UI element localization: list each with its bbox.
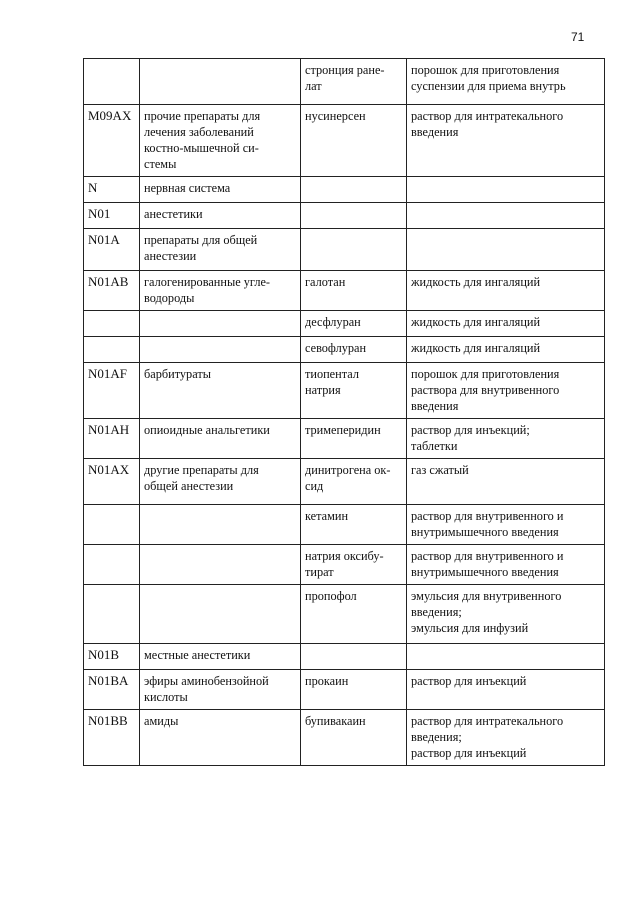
dosage-form-cell: газ сжатый	[407, 459, 605, 505]
pharmacological-group-cell: эфиры аминобензойной кислоты	[140, 670, 301, 710]
atc-code-cell: M09AX	[84, 105, 140, 177]
table-row	[84, 59, 605, 105]
atc-code-cell: N	[84, 177, 140, 203]
dosage-form-cell: порошок для приготовления раствора для внутривенного введения	[407, 363, 605, 419]
atc-code-cell	[84, 505, 140, 545]
atc-code-cell: N01A	[84, 229, 140, 271]
pharmacological-group-cell	[140, 311, 301, 337]
pharmacological-group-cell: прочие препараты для лечения заболеваний костно-мышечной си- стемы	[140, 105, 301, 177]
table-row	[84, 311, 605, 337]
drug-name-cell: натрия оксибу- тират	[301, 545, 407, 585]
atc-code-cell	[84, 59, 140, 105]
drug-name-cell	[301, 203, 407, 229]
table-row	[84, 203, 605, 229]
table-row	[84, 271, 605, 311]
dosage-form-cell: эмульсия для внутривенного введения; эмульсия для инфузий	[407, 585, 605, 644]
table-row	[84, 177, 605, 203]
table-row	[84, 585, 605, 644]
pharmacological-group-cell	[140, 545, 301, 585]
table-row	[84, 644, 605, 670]
dosage-form-cell: жидкость для ингаляций	[407, 271, 605, 311]
table-row	[84, 459, 605, 505]
dosage-form-cell: жидкость для ингаляций	[407, 337, 605, 363]
pharmacological-group-cell	[140, 59, 301, 105]
table-row	[84, 105, 605, 177]
table-row	[84, 337, 605, 363]
table-row	[84, 229, 605, 271]
drug-name-cell: стронция ране- лат	[301, 59, 407, 105]
drug-name-cell: десфлуран	[301, 311, 407, 337]
table-row	[84, 419, 605, 459]
atc-code-cell: N01AX	[84, 459, 140, 505]
dosage-form-cell	[407, 203, 605, 229]
atc-code-cell: N01AH	[84, 419, 140, 459]
atc-code-cell: N01	[84, 203, 140, 229]
pharmacological-group-cell: другие препараты для общей анестезии	[140, 459, 301, 505]
dosage-form-cell: порошок для приготовления суспензии для приема внутрь	[407, 59, 605, 105]
pharmacological-group-cell	[140, 337, 301, 363]
dosage-form-cell	[407, 229, 605, 271]
drug-name-cell: бупивакаин	[301, 710, 407, 766]
pharmacological-group-cell: амиды	[140, 710, 301, 766]
drug-name-cell: нусинерсен	[301, 105, 407, 177]
atc-code-cell: N01AB	[84, 271, 140, 311]
atc-code-cell	[84, 311, 140, 337]
atc-code-cell	[84, 337, 140, 363]
atc-code-cell	[84, 545, 140, 585]
dosage-form-cell	[407, 177, 605, 203]
dosage-form-cell: раствор для внутривенного и внутримышечного введения	[407, 505, 605, 545]
drug-name-cell: севофлуран	[301, 337, 407, 363]
table-row	[84, 363, 605, 419]
drug-classification-table	[83, 58, 605, 766]
drug-name-cell	[301, 229, 407, 271]
pharmacological-group-cell: нервная система	[140, 177, 301, 203]
pharmacological-group-cell: галогенированные угле- водороды	[140, 271, 301, 311]
drug-name-cell	[301, 644, 407, 670]
pharmacological-group-cell	[140, 585, 301, 644]
drug-name-cell	[301, 177, 407, 203]
drug-name-cell: динитрогена ок- сид	[301, 459, 407, 505]
atc-code-cell: N01AF	[84, 363, 140, 419]
dosage-form-cell: раствор для интратекального введения; раствор для инъекций	[407, 710, 605, 766]
dosage-form-cell: раствор для интратекального введения	[407, 105, 605, 177]
drug-name-cell: тримеперидин	[301, 419, 407, 459]
page-number: 71	[571, 30, 585, 44]
drug-name-cell: пропофол	[301, 585, 407, 644]
pharmacological-group-cell: анестетики	[140, 203, 301, 229]
dosage-form-cell: жидкость для ингаляций	[407, 311, 605, 337]
pharmacological-group-cell: барбитураты	[140, 363, 301, 419]
drug-name-cell: кетамин	[301, 505, 407, 545]
dosage-form-cell	[407, 644, 605, 670]
atc-code-cell	[84, 585, 140, 644]
drug-name-cell: прокаин	[301, 670, 407, 710]
table-row	[84, 670, 605, 710]
dosage-form-cell: раствор для инъекций	[407, 670, 605, 710]
pharmacological-group-cell	[140, 505, 301, 545]
pharmacological-group-cell: препараты для общей анестезии	[140, 229, 301, 271]
table-row	[84, 710, 605, 766]
atc-code-cell: N01B	[84, 644, 140, 670]
dosage-form-cell: раствор для инъекций; таблетки	[407, 419, 605, 459]
dosage-form-cell: раствор для внутривенного и внутримышечного введения	[407, 545, 605, 585]
atc-code-cell: N01BB	[84, 710, 140, 766]
atc-code-cell: N01BA	[84, 670, 140, 710]
pharmacological-group-cell: местные анестетики	[140, 644, 301, 670]
drug-name-cell: галотан	[301, 271, 407, 311]
table-row	[84, 545, 605, 585]
table-row	[84, 505, 605, 545]
pharmacological-group-cell: опиоидные анальгетики	[140, 419, 301, 459]
drug-name-cell: тиопентал натрия	[301, 363, 407, 419]
